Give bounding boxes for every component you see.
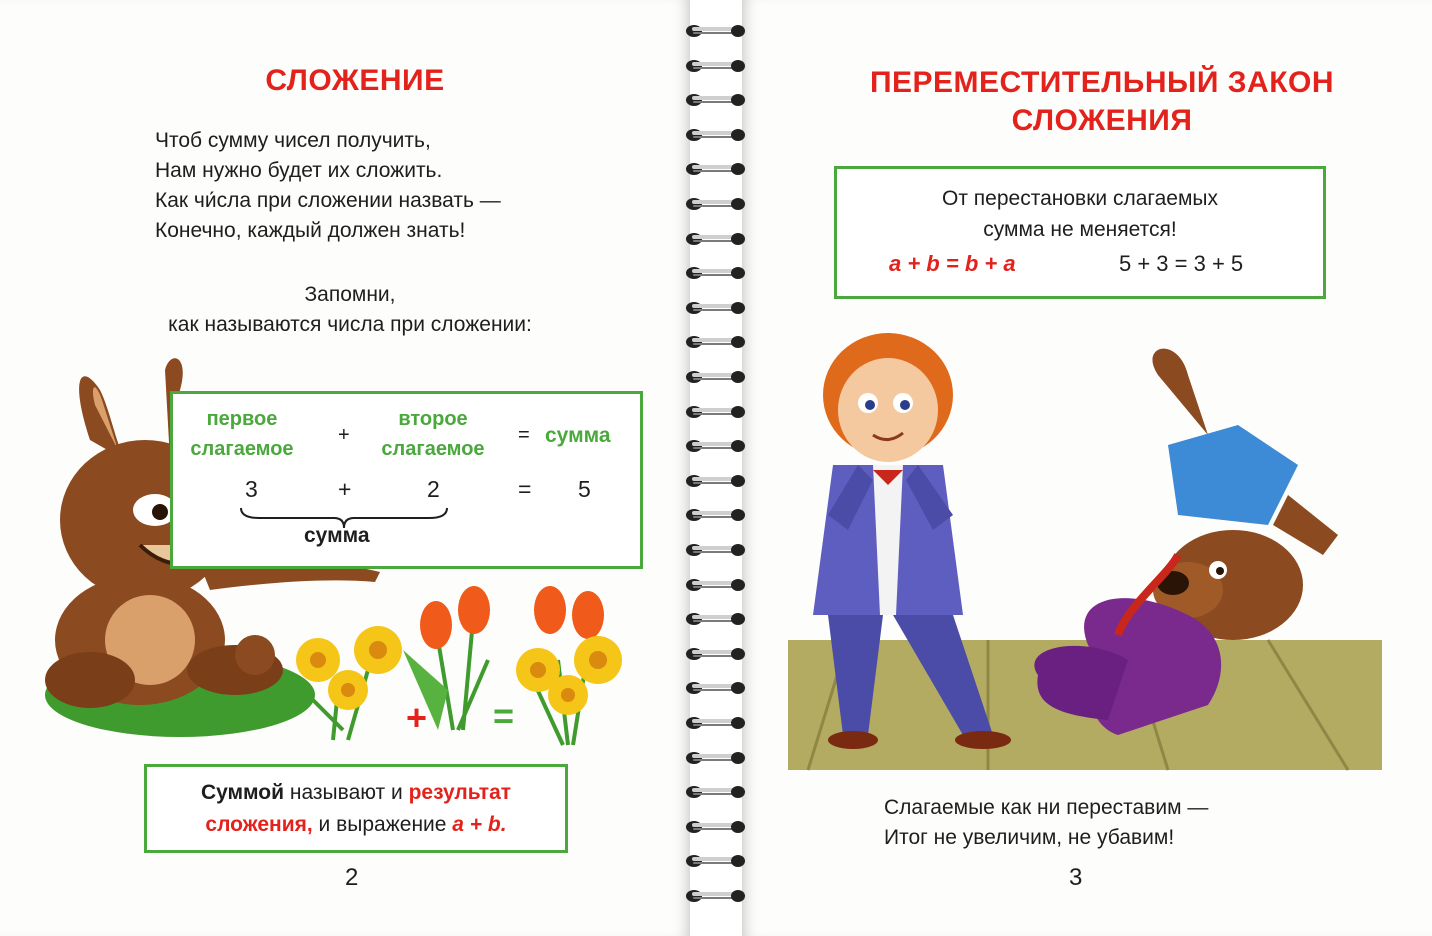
example-equals: = xyxy=(518,476,532,502)
title-line: ПЕРЕМЕСТИТЕЛЬНЫЙ ЗАКОН xyxy=(869,66,1335,99)
right-page xyxy=(742,0,1432,936)
definition-text xyxy=(147,767,565,841)
spiral-coil-icon xyxy=(680,331,750,353)
poem-line: Чтоб сумму чисел получить, xyxy=(155,129,431,152)
example-result: 5 xyxy=(578,476,591,502)
commutative-rule-box xyxy=(834,166,1326,299)
spiral-coil-icon xyxy=(680,55,750,77)
definition-red: сложения, xyxy=(205,813,313,836)
example-term-b: 2 xyxy=(427,476,440,502)
plus-sign: + xyxy=(338,424,350,446)
spiral-coil-icon xyxy=(680,781,750,803)
rule-line: От перестановки слагаемых xyxy=(942,187,1218,210)
left-poem xyxy=(155,126,615,246)
term-word: второе xyxy=(398,408,468,430)
spiral-coil-icon xyxy=(680,262,750,284)
remember-text xyxy=(100,280,600,340)
poem-line: Конечно, каждый должен знать! xyxy=(155,219,466,242)
right-poem xyxy=(884,793,1384,853)
spiral-coil-icon xyxy=(680,435,750,457)
spiral-coil-icon xyxy=(680,366,750,388)
definition-expression: a + b. xyxy=(452,813,507,836)
spiral-coil-icon xyxy=(680,89,750,111)
spiral-coil-icon xyxy=(680,158,750,180)
left-page xyxy=(0,0,690,936)
spiral-coil-icon xyxy=(680,193,750,215)
example-term-a: 3 xyxy=(245,476,258,502)
definition-text-part: называют и xyxy=(284,781,409,804)
spiral-coil-icon xyxy=(680,747,750,769)
spiral-coil-icon xyxy=(680,228,750,250)
spiral-coil-icon xyxy=(680,504,750,526)
term-word: первое xyxy=(206,408,278,430)
bouquet-icon xyxy=(516,586,622,745)
definition-box xyxy=(144,764,568,853)
poem-line: Итог не увеличим, не убавим! xyxy=(884,826,1175,849)
left-page-title: СЛОЖЕНИЕ xyxy=(265,64,445,97)
spiral-coil-icon xyxy=(680,470,750,492)
equals-sign: = xyxy=(518,424,530,446)
definition-bold: Суммой xyxy=(200,781,285,804)
spiral-coil-icon xyxy=(680,885,750,907)
page-number: 2 xyxy=(345,864,359,891)
second-term-label xyxy=(368,404,498,464)
rule-formula: a + b = b + a xyxy=(889,251,1016,276)
spiral-coil-icon xyxy=(680,608,750,630)
poem-line: Слагаемые как ни переставим — xyxy=(884,796,1209,819)
rule-example: 5 + 3 = 3 + 5 xyxy=(1119,251,1244,276)
addition-terms-box xyxy=(170,391,643,569)
brace-sum-label: сумма xyxy=(304,524,370,547)
flower-plus: + xyxy=(406,697,428,738)
flowers-illustration xyxy=(288,580,648,750)
right-page-title xyxy=(742,64,1432,140)
term-word: слагаемое xyxy=(381,438,485,460)
remember-line: Запомни, xyxy=(304,283,396,306)
spiral-coil-icon xyxy=(680,712,750,734)
title-line: СЛОЖЕНИЯ xyxy=(1011,104,1193,137)
term-word: слагаемое xyxy=(190,438,294,460)
spiral-coil-icon xyxy=(680,539,750,561)
first-term-label xyxy=(187,404,297,464)
rule-line: сумма не меняется! xyxy=(983,218,1177,241)
flower-equals: = xyxy=(493,695,515,736)
spiral-coil-icon xyxy=(680,297,750,319)
remember-line: как называются числа при сложении: xyxy=(168,313,532,336)
spiral-coil-icon xyxy=(680,20,750,42)
spiral-binding xyxy=(680,20,750,920)
example-plus: + xyxy=(338,476,352,502)
definition-red: результат xyxy=(408,781,512,804)
spiral-coil-icon xyxy=(680,677,750,699)
spiral-coil-icon xyxy=(680,124,750,146)
spiral-coil-icon xyxy=(680,401,750,423)
poem-line: Как чи́сла при сложении назвать — xyxy=(155,189,501,212)
spiral-coil-icon xyxy=(680,850,750,872)
rule-text xyxy=(837,183,1323,245)
boy-and-dog-illustration xyxy=(788,315,1382,775)
spiral-coil-icon xyxy=(680,574,750,596)
poem-line: Нам нужно будет их сложить. xyxy=(155,159,443,182)
daisies-icon xyxy=(296,626,402,740)
spiral-coil-icon xyxy=(680,816,750,838)
spiral-coil-icon xyxy=(680,643,750,665)
page-number: 3 xyxy=(1069,864,1083,891)
definition-text-part: и выражение xyxy=(312,813,453,836)
sum-label: сумма xyxy=(545,424,611,447)
